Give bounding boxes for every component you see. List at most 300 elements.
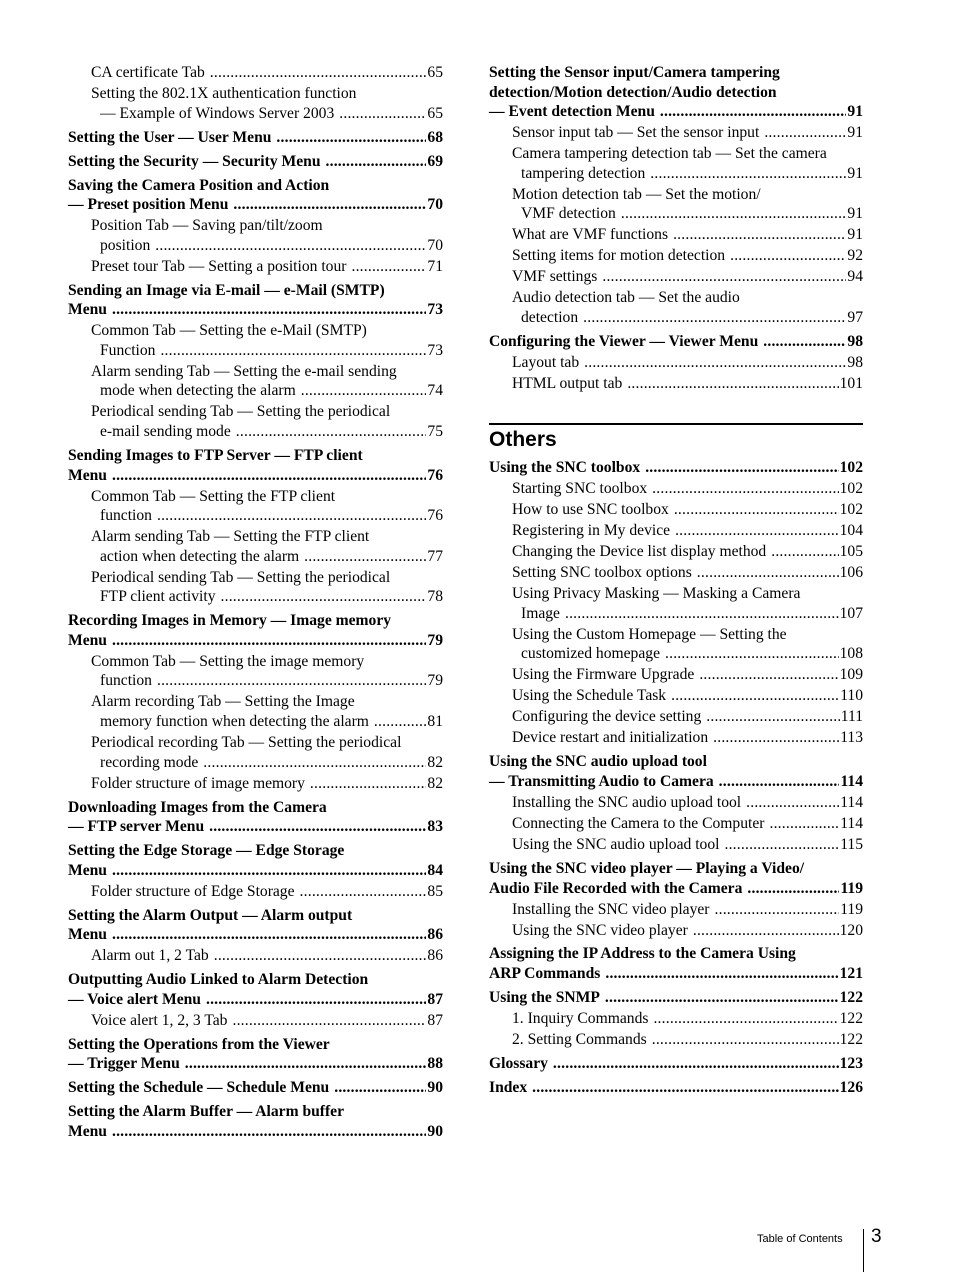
toc-subsection-entry <box>489 665 863 685</box>
dot-leader <box>674 500 839 520</box>
toc-page-number: 111 <box>840 708 863 726</box>
toc-entry-line <box>91 321 443 341</box>
toc-entry-title: 2. Setting Commands <box>512 1031 647 1049</box>
toc-entry-title: Changing the Device list display method <box>512 543 767 561</box>
toc-entry-line <box>91 422 443 442</box>
toc-entry-line <box>68 798 443 818</box>
toc-entry-line <box>68 990 443 1010</box>
dot-leader <box>532 1078 838 1098</box>
toc-entry-line <box>68 300 443 320</box>
toc-entry-title: Alarm out 1, 2 Tab <box>91 947 209 965</box>
toc-entry-line <box>512 123 863 143</box>
toc-section-entry <box>489 458 863 478</box>
toc-entry-line <box>68 152 443 172</box>
toc-page-number: 108 <box>839 645 863 663</box>
dot-leader <box>203 753 426 773</box>
toc-entry-line <box>512 246 863 266</box>
toc-entry-title: — Preset position Menu <box>68 196 229 214</box>
toc-entry-title: — Voice alert Menu <box>68 990 201 1008</box>
toc-entry-line <box>489 752 863 772</box>
toc-entry-title: Using the SNC toolbox <box>489 459 641 477</box>
toc-entry-line <box>489 458 863 478</box>
toc-page-number: 102 <box>839 501 863 519</box>
toc-entry-title: Setting the Operations from the Viewer <box>68 1035 330 1053</box>
dot-leader <box>374 712 427 732</box>
toc-subsection-entry <box>68 84 443 123</box>
toc-entry-title: Index <box>489 1079 528 1096</box>
toc-entry-line <box>91 753 443 773</box>
dot-leader <box>304 547 426 567</box>
toc-subsection-entry <box>489 793 863 813</box>
toc-section-entry <box>68 281 443 320</box>
toc-page-number: 104 <box>839 522 863 540</box>
dot-leader <box>112 861 426 881</box>
toc-entry-title: function <box>100 507 152 525</box>
toc-page-number: 91 <box>847 103 863 121</box>
toc-entry-line <box>68 1102 443 1122</box>
toc-entry-title: Sending Images to FTP Server — FTP client <box>68 446 363 464</box>
toc-entry-title: Sending an Image via E-mail — e-Mail (SMTP) <box>68 281 385 299</box>
toc-entry-title: tampering detection <box>521 164 646 182</box>
toc-entry-title: Saving the Camera Position and Action <box>68 176 330 194</box>
toc-entry-title: Using the Schedule Task <box>512 687 667 705</box>
toc-page-number: 121 <box>839 965 863 983</box>
toc-page-number: 81 <box>427 713 443 731</box>
toc-page-number: 119 <box>840 879 863 897</box>
toc-entry-title: function <box>100 672 152 690</box>
toc-subsection-entry <box>68 568 443 607</box>
toc-entry-title: Connecting the Camera to the Computer <box>512 814 765 832</box>
toc-page-number: 98 <box>847 353 863 371</box>
toc-page-number: 70 <box>427 236 443 254</box>
toc-entry-title: Using the SNC video player <box>512 921 688 939</box>
toc-page-number: 122 <box>839 1010 863 1028</box>
dot-leader <box>653 1009 838 1029</box>
toc-entry-line <box>512 1030 863 1050</box>
toc-entry-title: recording mode <box>100 753 199 771</box>
toc-entry-title: Assigning the IP Address to the Camera Using <box>489 945 796 963</box>
toc-entry-line <box>68 817 443 837</box>
dot-leader <box>671 686 839 706</box>
toc-subsection-entry <box>68 362 443 401</box>
toc-entry-title: Using the SNC video player — Playing a Video/ <box>489 859 805 877</box>
toc-entry-title: Starting SNC toolbox <box>512 480 648 498</box>
toc-entry-title: Menu <box>68 926 107 944</box>
toc-entry-line <box>512 728 863 748</box>
toc-page-number: 73 <box>427 301 443 319</box>
toc-subsection-entry <box>489 225 863 245</box>
toc-entry-title: — Example of Windows Server 2003 <box>100 104 335 122</box>
toc-subsection-entry <box>68 652 443 691</box>
dot-leader <box>584 353 846 373</box>
toc-entry-line <box>91 257 443 277</box>
toc-subsection-entry <box>68 774 443 794</box>
toc-subsection-entry <box>489 144 863 183</box>
toc-entry-line <box>91 362 443 382</box>
toc-entry-line <box>489 879 863 899</box>
dot-leader <box>645 458 838 478</box>
dot-leader <box>301 381 427 401</box>
toc-subsection-entry <box>489 707 863 727</box>
toc-entry-title: Common Tab — Setting the e-Mail (SMTP) <box>91 322 367 340</box>
toc-subsection-entry <box>489 542 863 562</box>
toc-section-entry <box>68 128 443 148</box>
dot-leader <box>157 671 426 691</box>
toc-section-entry <box>489 1078 863 1098</box>
toc-entry-title: memory function when detecting the alarm <box>100 713 369 731</box>
dot-leader <box>112 300 426 320</box>
toc-entry-line <box>91 236 443 256</box>
toc-page-number: 83 <box>427 818 443 836</box>
toc-entry-line <box>512 707 863 727</box>
toc-entry-line <box>489 988 863 1008</box>
toc-entry-title: Using the SNC audio upload tool <box>489 753 707 771</box>
toc-page-number: 101 <box>839 374 863 392</box>
toc-subsection-entry <box>68 692 443 731</box>
toc-section-entry <box>68 906 443 945</box>
toc-entry-title: Setting the 802.1X authentication function <box>91 84 357 102</box>
toc-entry-line <box>68 176 443 196</box>
toc-section-entry <box>68 1078 443 1098</box>
toc-subsection-entry <box>489 584 863 623</box>
dot-leader <box>326 152 427 172</box>
toc-entry-line <box>512 542 863 562</box>
dot-leader <box>699 665 838 685</box>
toc-entry-title: CA certificate Tab <box>91 64 205 81</box>
toc-entry-title: ARP Commands <box>489 965 601 983</box>
toc-entry-title: Configuring the device setting <box>512 708 702 726</box>
toc-entry-line <box>512 267 863 287</box>
dot-leader <box>112 1122 426 1142</box>
toc-entry-title: Downloading Images from the Camera <box>68 798 327 816</box>
toc-entry-line <box>91 946 443 966</box>
toc-page-number: 79 <box>427 631 443 649</box>
toc-entry-title: Audio File Recorded with the Camera <box>489 879 743 897</box>
toc-page-number: 119 <box>840 900 863 918</box>
dot-leader <box>339 104 426 124</box>
toc-entry-line <box>91 547 443 567</box>
toc-entry-line <box>489 964 863 984</box>
toc-entry-line <box>68 906 443 926</box>
dot-leader <box>675 521 839 541</box>
toc-entry-title: Layout tab <box>512 353 580 371</box>
toc-subsection-entry <box>68 527 443 566</box>
dot-leader <box>351 257 426 277</box>
toc-section-entry <box>489 859 863 898</box>
toc-section-entry <box>68 176 443 215</box>
toc-entry-line <box>91 692 443 712</box>
toc-entry-line <box>91 63 443 83</box>
dot-leader <box>112 466 426 486</box>
toc-entry-title: Image <box>521 604 560 622</box>
toc-entry-line <box>489 772 863 792</box>
toc-page-number: 113 <box>840 729 863 747</box>
dot-leader <box>627 374 838 394</box>
dot-leader <box>236 422 427 442</box>
toc-page-number: 105 <box>839 543 863 561</box>
toc-entry-line <box>91 402 443 422</box>
dot-leader <box>276 128 426 148</box>
toc-section-entry <box>489 1054 863 1074</box>
toc-subsection-entry <box>489 500 863 520</box>
toc-entry-line <box>512 164 863 184</box>
toc-section-entry <box>68 970 443 1009</box>
toc-entry-title: Setting items for motion detection <box>512 247 726 265</box>
dot-leader <box>233 195 426 215</box>
toc-subsection-entry <box>489 185 863 224</box>
dot-leader <box>300 882 427 902</box>
toc-page-number: 110 <box>840 687 863 705</box>
toc-entry-title: Position Tab — Saving pan/tilt/zoom <box>91 217 323 235</box>
toc-page-number: 122 <box>839 1031 863 1049</box>
toc-subsection-entry <box>489 374 863 394</box>
toc-entry-line <box>68 195 443 215</box>
toc-subsection-entry <box>68 216 443 255</box>
toc-subsection-entry <box>489 625 863 664</box>
toc-entry-line <box>489 63 863 83</box>
toc-entry-title: Setting the Edge Storage — Edge Storage <box>68 842 345 860</box>
toc-entry-title: Setting SNC toolbox options <box>512 564 692 582</box>
toc-entry-title: 1. Inquiry Commands <box>512 1010 649 1028</box>
toc-entry-line <box>91 341 443 361</box>
toc-page-number: 122 <box>839 989 863 1007</box>
dot-leader <box>665 644 839 664</box>
footer-divider <box>863 1229 864 1272</box>
dot-leader <box>715 900 840 920</box>
toc-entry-title: Using Privacy Masking — Masking a Camera <box>512 585 801 603</box>
toc-entry-title: Using the SNMP <box>489 989 600 1007</box>
toc-entry-title: — Trigger Menu <box>68 1055 180 1073</box>
toc-entry-line <box>489 859 863 879</box>
dot-leader <box>730 246 846 266</box>
toc-page-number: 69 <box>427 152 443 170</box>
toc-page-number: 107 <box>839 604 863 622</box>
dot-leader <box>652 1030 839 1050</box>
dot-leader <box>605 988 839 1008</box>
toc-page-number: 86 <box>427 947 443 965</box>
dot-leader <box>112 631 426 651</box>
dot-leader <box>206 990 426 1010</box>
dot-leader <box>673 225 846 245</box>
toc-entry-title: Menu <box>68 861 107 879</box>
toc-entry-title: — Event detection Menu <box>489 103 655 121</box>
dot-leader <box>706 707 840 727</box>
dot-leader <box>210 63 427 83</box>
dot-leader <box>764 123 846 143</box>
dot-leader <box>583 308 846 328</box>
toc-page-number: 65 <box>427 64 443 81</box>
toc-entry-title: Menu <box>68 1123 107 1141</box>
toc-entry-line <box>489 1078 863 1098</box>
toc-page-number: 76 <box>427 507 443 525</box>
toc-page-number: 76 <box>427 466 443 484</box>
dot-leader <box>221 587 427 607</box>
dot-leader <box>771 542 838 562</box>
toc-entry-title: Folder structure of Edge Storage <box>91 882 295 900</box>
toc-entry-title: Menu <box>68 631 107 649</box>
toc-page-number: 123 <box>839 1055 863 1073</box>
toc-page-number: 88 <box>427 1055 443 1073</box>
toc-section-entry <box>68 446 443 485</box>
toc-page-number: 97 <box>847 308 863 326</box>
toc-entry-line <box>68 1035 443 1055</box>
toc-subsection-entry <box>489 686 863 706</box>
toc-entry-line <box>512 584 863 604</box>
toc-page-number: 78 <box>427 588 443 606</box>
toc-entry-title: Periodical sending Tab — Setting the periodical <box>91 568 391 586</box>
toc-subsection-entry <box>489 900 863 920</box>
toc-entry-title: Audio detection tab — Set the audio <box>512 289 740 307</box>
toc-page-number: 90 <box>427 1123 443 1141</box>
toc-others-list <box>489 458 863 1097</box>
dot-leader <box>652 479 838 499</box>
toc-entry-line <box>91 1011 443 1031</box>
toc-right-list <box>489 63 863 393</box>
toc-section-entry <box>68 798 443 837</box>
toc-entry-line <box>91 671 443 691</box>
toc-page-number: 91 <box>847 205 863 223</box>
toc-section-entry <box>68 611 443 650</box>
toc-page-number: 82 <box>427 774 443 792</box>
toc-page-number: 106 <box>839 564 863 582</box>
toc-entry-title: Setting the Schedule — Schedule Menu <box>68 1079 330 1097</box>
toc-entry-title: Menu <box>68 301 107 319</box>
dot-leader <box>565 604 839 624</box>
toc-page-number: 94 <box>847 268 863 286</box>
toc-subsection-entry <box>68 63 443 83</box>
toc-entry-title: Preset tour Tab — Setting a position tour <box>91 257 347 275</box>
toc-page-number: 91 <box>847 226 863 244</box>
toc-entry-title: Common Tab — Setting the FTP client <box>91 487 336 505</box>
toc-left-column <box>68 63 443 1142</box>
toc-entry-line <box>91 104 443 124</box>
toc-section-entry <box>68 1102 443 1141</box>
toc-subsection-entry <box>68 321 443 360</box>
toc-page-number: 73 <box>427 341 443 359</box>
toc-entry-title: Periodical sending Tab — Setting the periodical <box>91 403 391 421</box>
toc-entry-line <box>512 644 863 664</box>
dot-leader <box>697 563 839 583</box>
dot-leader <box>214 946 427 966</box>
toc-section-entry <box>489 332 863 352</box>
toc-entry-title: Registering in My device <box>512 522 671 540</box>
toc-page-number: 79 <box>427 672 443 690</box>
toc-subsection-entry <box>68 1011 443 1031</box>
toc-entry-line <box>91 774 443 794</box>
toc-page-number: 90 <box>427 1079 443 1097</box>
toc-page-number: 98 <box>847 332 863 350</box>
toc-entry-line <box>489 1054 863 1074</box>
toc-section-entry <box>489 944 863 983</box>
toc-entry-line <box>68 128 443 148</box>
toc-page-number: 114 <box>840 814 863 832</box>
toc-entry-line <box>489 332 863 352</box>
dot-leader <box>719 772 840 792</box>
toc-page-number: 102 <box>839 480 863 498</box>
toc-page-number: 114 <box>840 773 863 790</box>
toc-entry-line <box>512 374 863 394</box>
toc-entry-line <box>68 611 443 631</box>
toc-entry-line <box>91 506 443 526</box>
dot-leader <box>310 774 426 794</box>
toc-entry-title: detection/Motion detection/Audio detection <box>489 83 777 101</box>
toc-entry-title: action when detecting the alarm <box>100 547 300 565</box>
toc-entry-title: Periodical recording Tab — Setting the periodical <box>91 734 402 752</box>
toc-entry-title: — FTP server Menu <box>68 818 205 836</box>
dot-leader <box>713 728 839 748</box>
toc-entry-line <box>91 882 443 902</box>
toc-entry-line <box>68 970 443 990</box>
toc-entry-line <box>489 944 863 964</box>
toc-entry-title: Common Tab — Setting the image memory <box>91 652 365 670</box>
toc-section-entry <box>68 1035 443 1074</box>
toc-entry-title: Function <box>100 341 156 359</box>
toc-subsection-entry <box>489 814 863 834</box>
toc-entry-line <box>91 84 443 104</box>
dot-leader <box>621 204 847 224</box>
toc-page-number: 91 <box>847 124 863 142</box>
toc-page-number: 91 <box>847 164 863 182</box>
toc-entry-title: Setting the Alarm Buffer — Alarm buffer <box>68 1103 345 1121</box>
toc-entry-title: Setting the User — User Menu <box>68 128 272 146</box>
toc-entry-title: Folder structure of image memory <box>91 774 305 792</box>
toc-page-number: 114 <box>840 793 863 811</box>
toc-entry-line <box>91 652 443 672</box>
toc-page-number: 75 <box>427 423 443 440</box>
toc-page-number: 126 <box>839 1079 863 1096</box>
toc-entry-line <box>91 527 443 547</box>
toc-subsection-entry <box>68 402 443 441</box>
page-number: 3 <box>871 1226 882 1247</box>
toc-subsection-entry <box>68 946 443 966</box>
toc-entry-line <box>512 288 863 308</box>
toc-entry-title: HTML output tab <box>512 374 623 392</box>
toc-entry-line <box>91 712 443 732</box>
dot-leader <box>746 793 839 813</box>
toc-page-number: 82 <box>427 753 443 771</box>
toc-subsection-entry <box>489 267 863 287</box>
toc-subsection-entry <box>489 288 863 327</box>
toc-section-entry <box>68 152 443 172</box>
dot-leader <box>724 835 839 855</box>
toc-entry-line <box>91 216 443 236</box>
toc-entry-line <box>512 1009 863 1029</box>
dot-leader <box>155 236 426 256</box>
toc-entry-line <box>512 144 863 164</box>
toc-subsection-entry <box>489 728 863 748</box>
dot-leader <box>602 267 846 287</box>
toc-entry-title: Alarm sending Tab — Setting the e-mail sending <box>91 362 397 380</box>
toc-entry-line <box>91 733 443 753</box>
toc-entry-line <box>512 921 863 941</box>
toc-entry-title: Alarm recording Tab — Setting the Image <box>91 693 355 711</box>
toc-entry-line <box>68 1054 443 1074</box>
toc-entry-line <box>68 281 443 301</box>
dot-leader <box>769 814 839 834</box>
toc-page-number: 120 <box>839 921 863 939</box>
toc-entry-line <box>68 446 443 466</box>
toc-entry-line <box>512 665 863 685</box>
toc-entry-title: VMF detection <box>521 205 616 223</box>
dot-leader <box>660 102 847 122</box>
toc-entry-title: How to use SNC toolbox <box>512 501 669 519</box>
toc-subsection-entry <box>68 257 443 277</box>
toc-page-number: 68 <box>427 128 443 146</box>
toc-entry-title: Menu <box>68 466 107 484</box>
toc-entry-title: Configuring the Viewer — Viewer Menu <box>489 332 759 350</box>
toc-page-number: 86 <box>427 926 443 944</box>
toc-section-entry <box>489 988 863 1008</box>
